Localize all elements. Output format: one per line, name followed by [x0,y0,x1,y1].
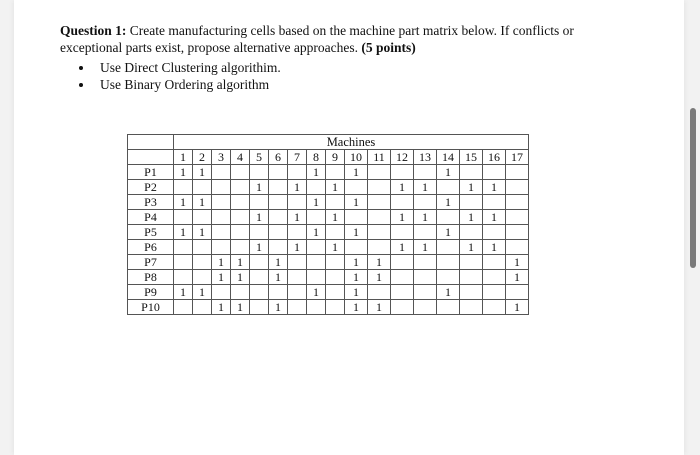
list-item: • Use Binary Ordering algorithm [94,76,630,93]
matrix-cell: 1 [193,165,212,180]
matrix-cell [250,195,269,210]
matrix-cell [506,225,529,240]
matrix-cell [391,225,414,240]
matrix-cell: 1 [483,180,506,195]
matrix-cell [269,285,288,300]
matrix-cell: 1 [307,165,326,180]
matrix-cell [174,270,193,285]
matrix-cell: 1 [212,255,231,270]
matrix-cell [307,255,326,270]
part-label: P5 [128,225,174,240]
matrix-cell [460,270,483,285]
machine-header-16: 16 [483,150,506,165]
matrix-cell [326,165,345,180]
matrix-cell: 1 [231,300,250,315]
matrix-cell [250,225,269,240]
machine-header-14: 14 [437,150,460,165]
matrix-cell [250,300,269,315]
corner-cell [128,150,174,165]
matrix-cell [437,180,460,195]
matrix-cell [460,300,483,315]
matrix-cell [345,240,368,255]
matrix-cell [414,300,437,315]
machine-header-11: 11 [368,150,391,165]
machine-header-13: 13 [414,150,437,165]
matrix-cell [483,165,506,180]
matrix-cell [307,210,326,225]
matrix-cell [288,165,307,180]
table-row [128,240,529,255]
matrix-table [127,134,529,315]
matrix-cell: 1 [212,300,231,315]
table-row [128,285,529,300]
matrix-cell [231,285,250,300]
machine-header-15: 15 [460,150,483,165]
part-label: P1 [128,165,174,180]
matrix-cell: 1 [345,285,368,300]
matrix-cell [391,285,414,300]
matrix-cell [391,270,414,285]
matrix-cell [193,240,212,255]
matrix-cell [231,195,250,210]
matrix-cell: 1 [250,210,269,225]
matrix-cell: 1 [506,255,529,270]
matrix-cell: 1 [414,210,437,225]
matrix-cell [250,270,269,285]
machine-header-12: 12 [391,150,414,165]
machine-header-7: 7 [288,150,307,165]
document-page [14,0,684,455]
matrix-cell: 1 [483,240,506,255]
matrix-cell [212,210,231,225]
part-label: P10 [128,300,174,315]
machine-header-4: 4 [231,150,250,165]
matrix-cell: 1 [269,270,288,285]
matrix-cell [193,255,212,270]
matrix-cell [460,165,483,180]
matrix-cell: 1 [174,195,193,210]
matrix-cell [212,285,231,300]
matrix-cell [212,240,231,255]
list-item: • Use Direct Clustering algorithim. [94,59,630,76]
matrix-cell: 1 [368,300,391,315]
matrix-cell [288,225,307,240]
part-label: P9 [128,285,174,300]
matrix-cell: 1 [460,180,483,195]
matrix-cell [483,270,506,285]
matrix-cell [506,210,529,225]
matrix-cell [437,255,460,270]
matrix-cell [212,165,231,180]
matrix-cell: 1 [307,225,326,240]
header-row-machines [128,135,529,150]
instruction-list [60,59,630,93]
matrix-cell [307,300,326,315]
machine-header-6: 6 [269,150,288,165]
matrix-cell: 1 [437,285,460,300]
matrix-cell [231,180,250,195]
matrix-cell: 1 [231,270,250,285]
matrix-cell: 1 [437,225,460,240]
machine-header-3: 3 [212,150,231,165]
matrix-cell: 1 [345,165,368,180]
matrix-cell [212,195,231,210]
matrix-cell [506,165,529,180]
matrix-cell [414,270,437,285]
matrix-cell: 1 [345,270,368,285]
part-label: P3 [128,195,174,210]
matrix-cell [326,270,345,285]
matrix-cell [506,195,529,210]
matrix-cell [269,165,288,180]
part-label: P8 [128,270,174,285]
matrix-cell [193,180,212,195]
matrix-cell: 1 [326,180,345,195]
matrix-cell [391,300,414,315]
matrix-cell [269,240,288,255]
matrix-cell [368,285,391,300]
corner-cell [128,135,174,150]
matrix-cell: 1 [483,210,506,225]
matrix-cell [326,225,345,240]
matrix-cell: 1 [506,300,529,315]
matrix-cell [231,225,250,240]
matrix-cell [483,300,506,315]
matrix-cell: 1 [250,180,269,195]
machine-header-8: 8 [307,150,326,165]
matrix-cell [193,270,212,285]
matrix-cell: 1 [368,255,391,270]
table-row [128,270,529,285]
matrix-cell [460,255,483,270]
matrix-cell: 1 [193,285,212,300]
matrix-cell [414,225,437,240]
machine-part-matrix [127,134,529,315]
matrix-cell [460,285,483,300]
machine-header-2: 2 [193,150,212,165]
matrix-cell [483,255,506,270]
matrix-cell [506,240,529,255]
matrix-cell: 1 [174,225,193,240]
matrix-cell [174,255,193,270]
matrix-cell [414,195,437,210]
table-row [128,195,529,210]
matrix-cell [326,300,345,315]
matrix-cell: 1 [345,255,368,270]
matrix-cell: 1 [307,195,326,210]
table-row [128,180,529,195]
matrix-cell: 1 [288,210,307,225]
matrix-cell: 1 [326,210,345,225]
matrix-cell [437,270,460,285]
matrix-cell: 1 [391,240,414,255]
matrix-cell: 1 [506,270,529,285]
machine-header-10: 10 [345,150,368,165]
matrix-cell: 1 [307,285,326,300]
matrix-cell: 1 [193,225,212,240]
matrix-cell [345,210,368,225]
matrix-cell [269,210,288,225]
matrix-cell [506,180,529,195]
matrix-cell [288,285,307,300]
table-row [128,210,529,225]
matrix-cell: 1 [231,255,250,270]
matrix-cell [231,165,250,180]
matrix-cell [288,270,307,285]
matrix-cell [174,210,193,225]
matrix-cell [326,255,345,270]
part-label: P7 [128,255,174,270]
matrix-cell: 1 [174,165,193,180]
matrix-cell [368,225,391,240]
matrix-cell: 1 [391,180,414,195]
matrix-cell [212,225,231,240]
matrix-cell: 1 [269,300,288,315]
matrix-cell [174,300,193,315]
matrix-cell: 1 [345,195,368,210]
matrix-cell [288,300,307,315]
matrix-cell [437,240,460,255]
matrix-cell [193,210,212,225]
matrix-cell [250,255,269,270]
matrix-cell [506,285,529,300]
matrix-cell [460,195,483,210]
matrix-cell [437,300,460,315]
matrix-cell [368,240,391,255]
matrix-cell: 1 [288,180,307,195]
matrix-cell [307,240,326,255]
matrix-cell [231,240,250,255]
matrix-cell [288,255,307,270]
matrix-cell [345,180,368,195]
header-row-machine-numbers [128,150,529,165]
question-body: Create manufacturing cells based on the machine part matrix below. If conflicts or exceptional parts exist, propose alternative approaches. [60,23,574,55]
machine-header-1: 1 [174,150,193,165]
machine-header-9: 9 [326,150,345,165]
matrix-cell [368,180,391,195]
matrix-cell: 1 [437,195,460,210]
matrix-cell [391,165,414,180]
question-points: (5 points) [361,40,416,55]
matrix-cell [414,165,437,180]
matrix-cell: 1 [174,285,193,300]
matrix-cell [368,195,391,210]
machine-header-5: 5 [250,150,269,165]
matrix-cell: 1 [437,165,460,180]
machine-header-17: 17 [506,150,529,165]
question-block [60,22,630,93]
matrix-cell: 1 [368,270,391,285]
matrix-cell [368,210,391,225]
part-label: P4 [128,210,174,225]
matrix-cell: 1 [212,270,231,285]
matrix-cell: 1 [250,240,269,255]
matrix-cell [483,195,506,210]
matrix-cell: 1 [345,225,368,240]
matrix-cell [307,270,326,285]
matrix-cell: 1 [345,300,368,315]
question-label: Question 1: [60,23,127,38]
matrix-cell [193,300,212,315]
matrix-cell [326,285,345,300]
table-row [128,255,529,270]
matrix-cell [368,165,391,180]
matrix-cell [483,225,506,240]
part-label: P6 [128,240,174,255]
matrix-cell [269,225,288,240]
matrix-cell [483,285,506,300]
matrix-cell [174,180,193,195]
matrix-cell [288,195,307,210]
table-row [128,225,529,240]
matrix-cell: 1 [193,195,212,210]
matrix-cell [391,195,414,210]
matrix-cell [460,225,483,240]
machines-header: Machines [174,135,529,150]
matrix-cell: 1 [391,210,414,225]
matrix-cell [414,285,437,300]
matrix-cell: 1 [269,255,288,270]
matrix-cell [269,195,288,210]
matrix-cell [269,180,288,195]
matrix-cell [174,240,193,255]
matrix-body [128,165,529,315]
matrix-cell [307,180,326,195]
matrix-cell [326,195,345,210]
matrix-cell: 1 [414,180,437,195]
matrix-cell [437,210,460,225]
scrollbar[interactable] [690,108,696,268]
part-label: P2 [128,180,174,195]
question-paragraph [60,22,630,56]
matrix-cell [250,165,269,180]
matrix-cell [231,210,250,225]
matrix-cell [414,255,437,270]
matrix-cell: 1 [460,210,483,225]
matrix-cell [250,285,269,300]
matrix-cell: 1 [460,240,483,255]
table-row [128,300,529,315]
matrix-cell: 1 [414,240,437,255]
matrix-cell: 1 [326,240,345,255]
matrix-cell [391,255,414,270]
matrix-cell: 1 [288,240,307,255]
table-row [128,165,529,180]
matrix-cell [212,180,231,195]
